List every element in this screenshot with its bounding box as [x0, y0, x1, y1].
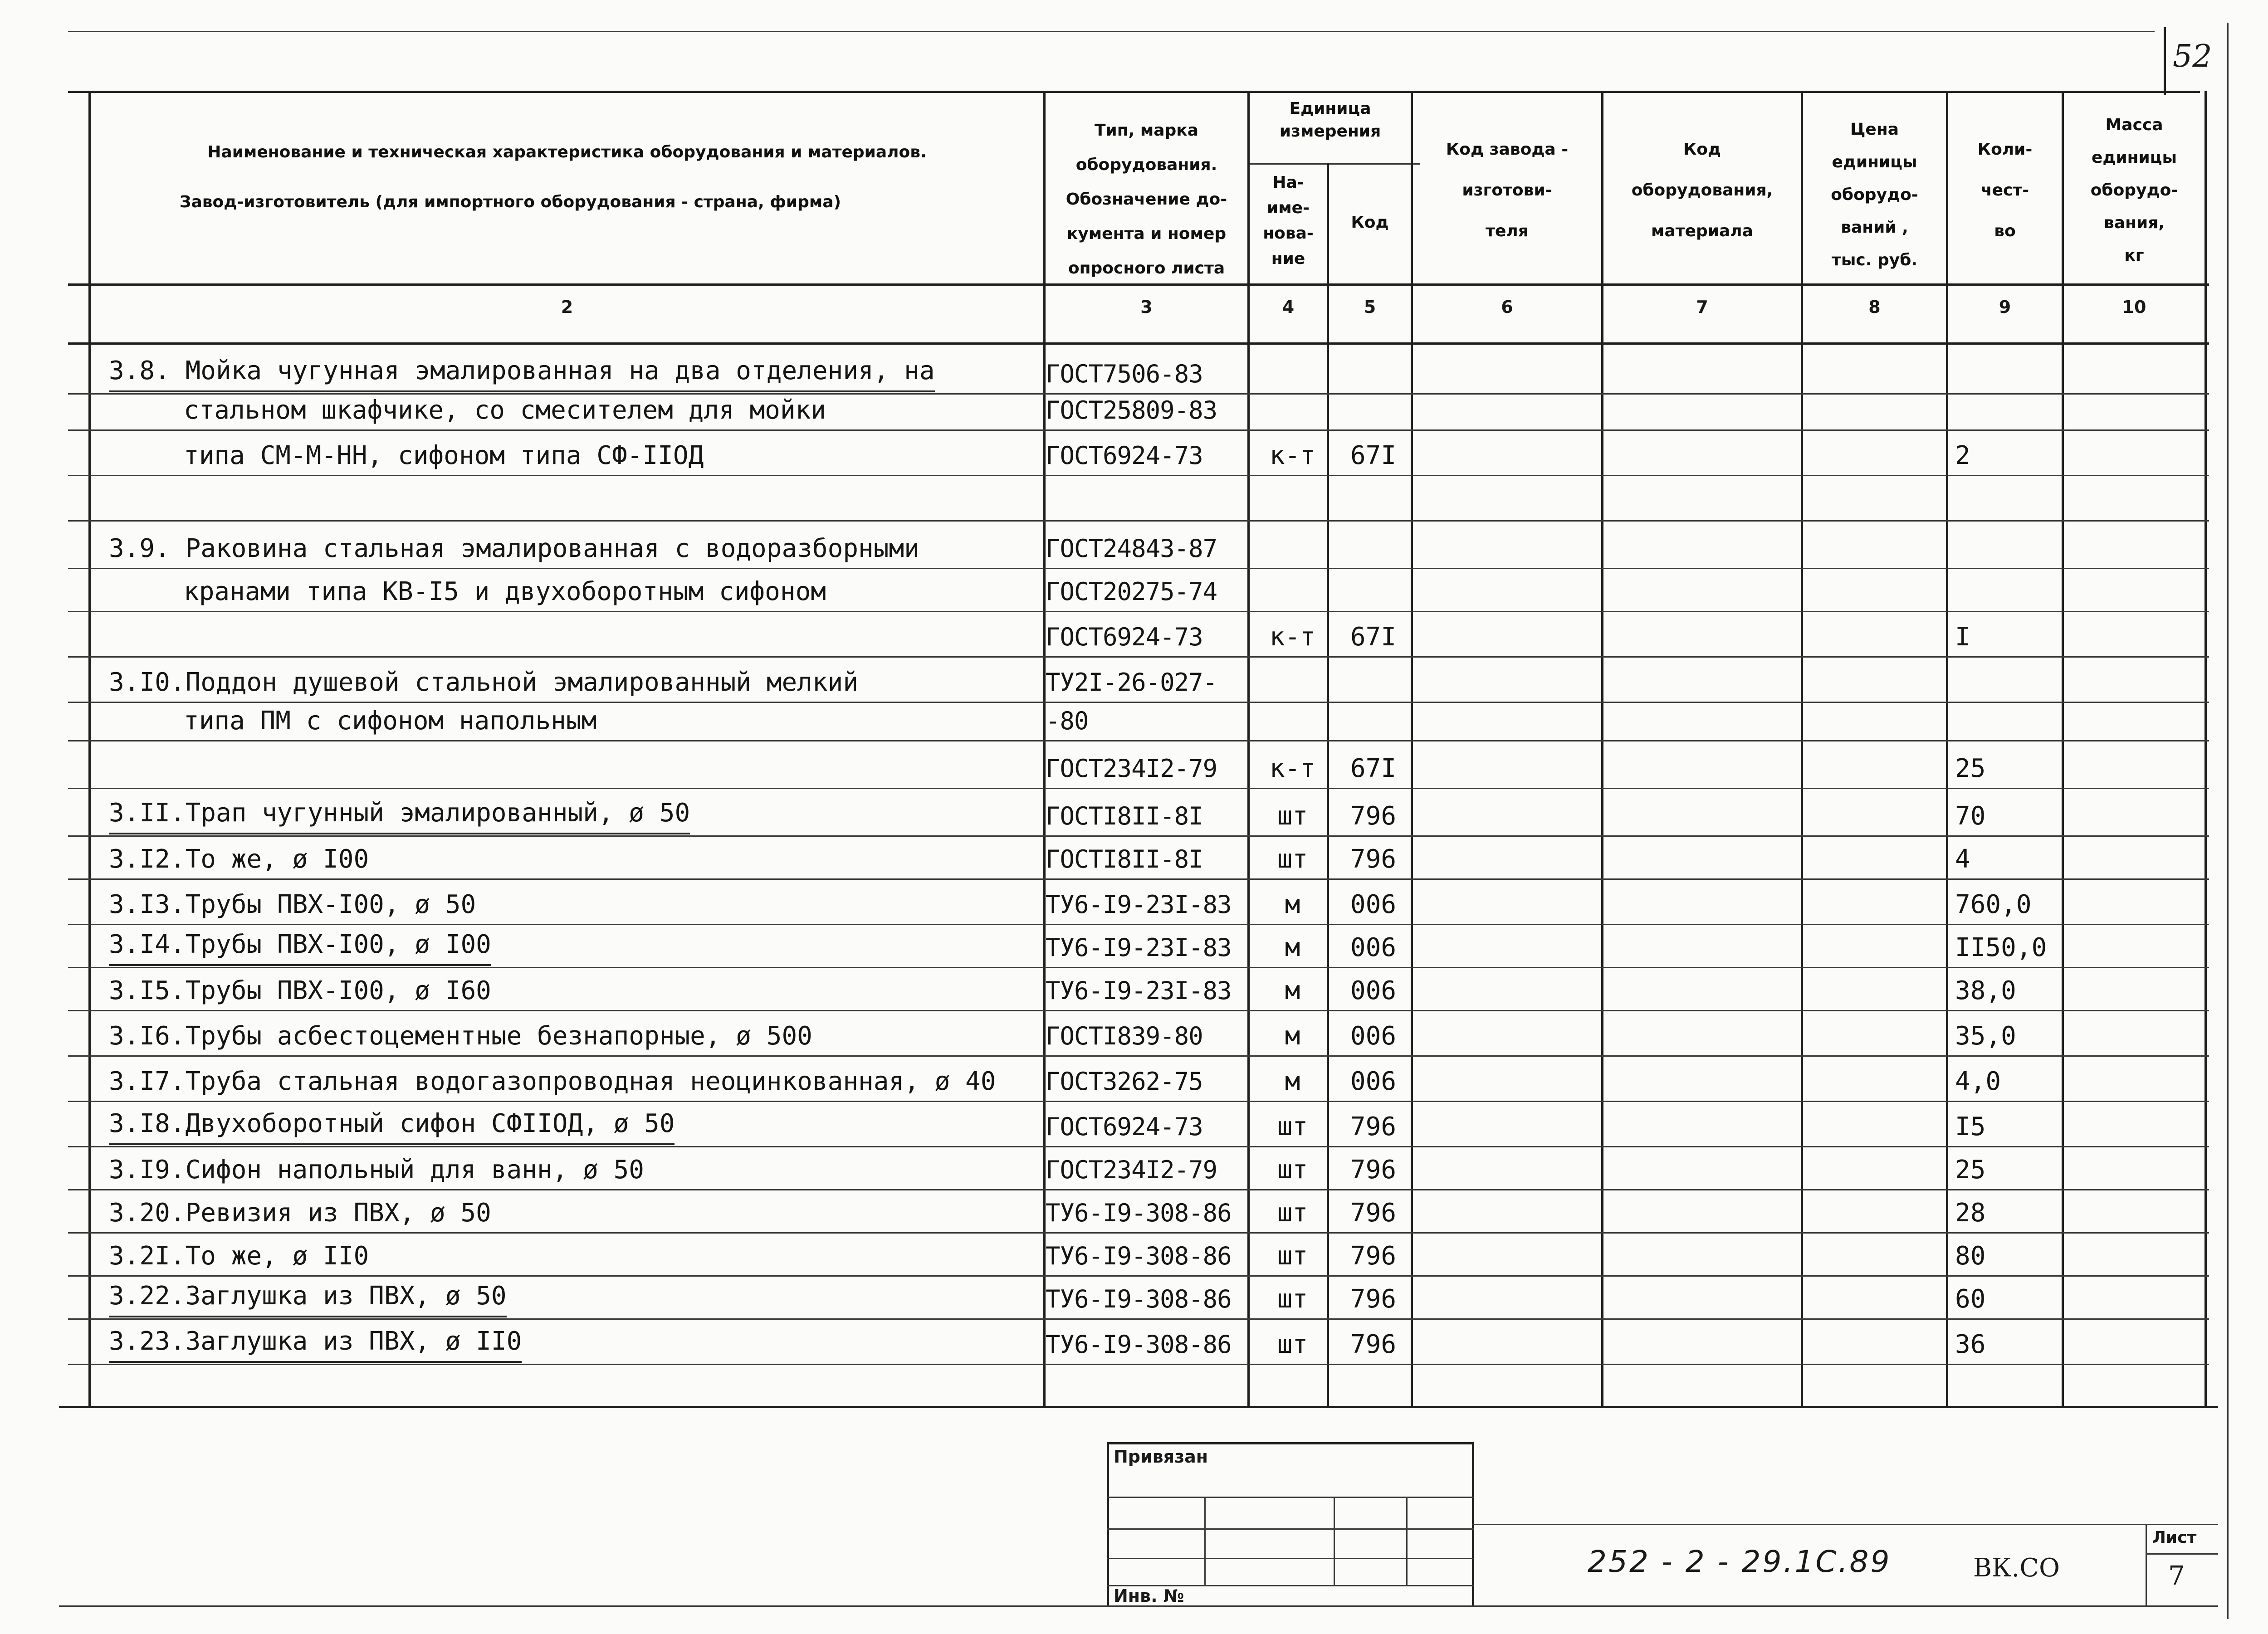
document-designation: ТУ6-I9-23I-83 — [1046, 976, 1232, 1005]
table-row — [0, 615, 2268, 660]
header-col3-line: опросного листа — [1068, 259, 1225, 278]
table-row — [0, 882, 2268, 927]
header-col6-line: изготови- — [1462, 181, 1552, 200]
row-separator — [68, 520, 2209, 522]
quantity: 36 — [1955, 1330, 1986, 1359]
quantity: 4 — [1955, 844, 1970, 874]
header-col6 — [1413, 129, 1601, 252]
table-row — [0, 1322, 2268, 1367]
item-name: типа СМ-М-НН, сифоном типа СФ-IIОД — [184, 441, 704, 470]
header-col8-line: единицы — [1832, 153, 1917, 171]
column-number: 4 — [1282, 297, 1295, 317]
unit-group-divider — [1247, 163, 1420, 165]
right-edge-rule — [2227, 23, 2229, 1619]
header-unit-group-line: Единица — [1289, 99, 1371, 118]
item-name: типа ПМ с сифоном напольным — [184, 706, 597, 736]
table-row — [0, 794, 2268, 839]
column-number: 2 — [561, 297, 573, 317]
row-separator — [68, 1318, 2209, 1320]
row-separator — [68, 611, 2209, 612]
row-separator — [68, 740, 2209, 741]
row-separator — [68, 1364, 2209, 1365]
row-separator — [68, 429, 2209, 431]
item-name: 3.I7.Труба стальная водогазопроводная неоцинкованная, ø 40 — [109, 1067, 996, 1096]
document-designation: ТУ6-I9-308-86 — [1046, 1242, 1232, 1270]
unit-name: к-т — [1269, 622, 1316, 652]
table-row — [0, 1234, 2268, 1279]
section-code: ВК.СО — [1973, 1553, 2060, 1583]
quantity: 35,0 — [1955, 1021, 2016, 1051]
stamp-top — [1107, 1442, 1474, 1444]
column-number: 9 — [1999, 297, 2011, 317]
document-designation: ГОСТ25809-83 — [1046, 396, 1217, 424]
unit-name: м — [1285, 976, 1300, 1005]
quantity: 38,0 — [1955, 976, 2016, 1005]
document-designation: ГОСТI839-80 — [1046, 1022, 1203, 1050]
header-col5: Код — [1351, 213, 1389, 232]
header-col10-line: единицы — [2091, 148, 2177, 167]
document-designation: ТУ6-I9-308-86 — [1046, 1285, 1232, 1313]
quantity: II50,0 — [1955, 933, 2047, 962]
stamp-col-line — [1406, 1497, 1408, 1585]
header-col10-line: кг — [2124, 246, 2144, 265]
header-col7 — [1603, 129, 1801, 252]
table-row — [0, 1014, 2268, 1059]
unit-code: 006 — [1350, 976, 1397, 1005]
sheet-box-left — [2146, 1524, 2147, 1605]
unit-name: м — [1285, 1067, 1300, 1096]
column-number: 5 — [1364, 297, 1376, 317]
document-designation: ГОСТI8II-8I — [1046, 845, 1203, 873]
header-col7-line: материала — [1651, 222, 1753, 240]
header-col3-line: Тип, марка — [1094, 121, 1199, 140]
header-col3 — [1046, 113, 1247, 286]
unit-code: 67I — [1350, 441, 1397, 470]
stamp-row-line — [1107, 1558, 1474, 1559]
item-name: 3.I4.Трубы ПВХ-I00, ø I00 — [109, 925, 491, 966]
table-bottom-border — [59, 1406, 2218, 1408]
header-col7-line: Код — [1683, 140, 1721, 159]
unit-name: шт — [1277, 801, 1308, 831]
stamp-row-line — [1107, 1497, 1474, 1498]
header-col4-line: име- — [1266, 199, 1310, 217]
unit-name: шт — [1277, 844, 1308, 874]
colnum-bottom-border — [68, 342, 2209, 345]
header-col8-line: оборудо- — [1831, 185, 1918, 204]
header-col8-line: ваний , — [1841, 218, 1908, 237]
unit-code: 006 — [1350, 1067, 1397, 1096]
sheet-box-divider — [2146, 1553, 2218, 1555]
table-row — [0, 569, 2268, 615]
header-col9-line: чест- — [1980, 181, 2029, 200]
stamp-row-line — [1107, 1528, 1474, 1530]
item-name: 3.23.Заглушка из ПВХ, ø II0 — [109, 1322, 522, 1363]
item-name: стальном шкафчике, со смесителем для мойки — [184, 395, 826, 425]
unit-name: к-т — [1269, 754, 1316, 783]
item-name: 3.I3.Трубы ПВХ-I00, ø 50 — [109, 890, 476, 919]
document-designation: ТУ6-I9-308-86 — [1046, 1330, 1232, 1359]
unit-name: шт — [1277, 1241, 1308, 1271]
unit-code: 006 — [1350, 1021, 1397, 1051]
unit-code: 796 — [1350, 1284, 1397, 1314]
table-row — [0, 1190, 2268, 1236]
unit-code: 67I — [1350, 622, 1397, 652]
main-stamp-top — [1472, 1524, 2218, 1525]
unit-name: м — [1285, 1021, 1300, 1051]
row-separator — [68, 788, 2209, 789]
header-unit-group — [1250, 98, 1411, 143]
sheet-label: Лист — [2152, 1528, 2197, 1547]
document-designation: ТУ6-I9-23I-83 — [1046, 933, 1232, 962]
document-designation: ТУ6-I9-23I-83 — [1046, 890, 1232, 919]
header-col3-line: кумента и номер — [1066, 224, 1227, 243]
item-name: 3.2I.То же, ø II0 — [109, 1241, 369, 1271]
page-number: 52 — [2173, 39, 2212, 74]
header-col3-line: оборудования. — [1075, 156, 1217, 174]
item-name: 3.22.Заглушка из ПВХ, ø 50 — [109, 1277, 507, 1317]
header-col6-line: теля — [1486, 222, 1529, 240]
header-unit-group-line: измерения — [1279, 122, 1381, 141]
table-row — [0, 837, 2268, 882]
header-col10 — [2064, 109, 2204, 272]
table-row — [0, 968, 2268, 1014]
item-name: 3.I0.Поддон душевой стальной эмалированный мелкий — [109, 668, 859, 697]
quantity: 80 — [1955, 1241, 1986, 1271]
row-separator — [68, 475, 2209, 476]
privyazan-label: Привязан — [1114, 1447, 1208, 1467]
header-col1-line1: Наименование и техническая характеристика оборудования и материалов. — [207, 143, 927, 161]
unit-name: м — [1285, 933, 1300, 962]
table-row — [0, 1059, 2268, 1104]
quantity: I — [1955, 622, 1970, 652]
unit-name: шт — [1277, 1330, 1308, 1359]
document-designation: ГОСТ24843-87 — [1046, 534, 1217, 563]
unit-code: 796 — [1350, 1241, 1397, 1271]
unit-name: шт — [1277, 1198, 1308, 1228]
unit-code: 796 — [1350, 1330, 1397, 1359]
header-col10-line: вания, — [2104, 214, 2165, 232]
header-col9 — [1948, 129, 2062, 252]
unit-code: 796 — [1350, 1112, 1397, 1141]
quantity: 28 — [1955, 1198, 1986, 1228]
top-rule — [68, 31, 2155, 32]
header-col6-line: Код завода - — [1446, 140, 1569, 159]
page-number-box-left — [2164, 27, 2166, 95]
unit-code: 67I — [1350, 754, 1397, 783]
document-designation: ГОСТ6924-73 — [1046, 623, 1203, 651]
document-designation: ГОСТI8II-8I — [1046, 802, 1203, 830]
header-col9-line: во — [1994, 222, 2016, 240]
row-separator — [68, 1010, 2209, 1011]
quantity: 60 — [1955, 1284, 1986, 1314]
inv-no-label: Инв. № — [1114, 1586, 1184, 1606]
column-number: 10 — [2122, 297, 2146, 317]
item-name: 3.8. Мойка чугунная эмалированная на два отделения, на — [109, 351, 935, 392]
document-designation: ТУ6-I9-308-86 — [1046, 1199, 1232, 1227]
table-row — [0, 1147, 2268, 1193]
item-name: 3.I9.Сифон напольный для ванн, ø 50 — [109, 1155, 645, 1185]
stamp-col-line — [1204, 1497, 1206, 1585]
table-row — [0, 698, 2268, 744]
item-name: 3.9. Раковина стальная эмалированная с водоразборными — [109, 534, 919, 563]
header-col8 — [1803, 113, 1946, 277]
document-designation: -80 — [1046, 707, 1089, 735]
unit-code: 006 — [1350, 933, 1397, 962]
table-row — [0, 478, 2268, 524]
stamp-col-line — [1334, 1497, 1335, 1585]
item-name: 3.20.Ревизия из ПВХ, ø 50 — [109, 1198, 491, 1228]
header-col10-line: Масса — [2105, 116, 2163, 134]
item-name: 3.I6.Трубы асбестоцементные безнапорные, ø 500 — [109, 1021, 812, 1051]
stamp-left — [1107, 1442, 1109, 1605]
document-designation: ГОСТ6924-73 — [1046, 441, 1203, 470]
item-name: 3.I8.Двухоборотный сифон СФIIОД, ø 50 — [109, 1104, 675, 1145]
document-designation: ГОСТ6924-73 — [1046, 1112, 1203, 1141]
unit-name: м — [1285, 890, 1300, 919]
document-code: 252 - 2 - 29.1С.89 — [1588, 1544, 1892, 1579]
document-designation: ГОСТ7506-83 — [1046, 360, 1203, 388]
table-row — [0, 433, 2268, 478]
unit-code: 796 — [1350, 844, 1397, 874]
item-name: 3.I2.То же, ø I00 — [109, 844, 369, 874]
document-designation: ГОСТ234I2-79 — [1046, 754, 1217, 783]
header-col3-line: Обозначение до- — [1066, 190, 1227, 209]
unit-code: 796 — [1350, 1198, 1397, 1228]
header-col8-line: Цена — [1850, 120, 1899, 139]
table-row — [0, 1104, 2268, 1150]
quantity: 4,0 — [1955, 1067, 2001, 1096]
table-row — [0, 388, 2268, 433]
column-number: 8 — [1868, 297, 1881, 317]
quantity: 70 — [1955, 801, 1986, 831]
table-top-border — [68, 91, 2200, 93]
unit-name: шт — [1277, 1112, 1308, 1141]
header-col4-line: ние — [1271, 249, 1305, 268]
unit-code: 796 — [1350, 801, 1397, 831]
header-col4-line: На- — [1272, 173, 1304, 192]
quantity: 760,0 — [1955, 890, 2032, 919]
header-col8-line: тыс. руб. — [1831, 251, 1918, 269]
header-col10-line: оборудо- — [2090, 181, 2178, 200]
header-col1-line2: Завод-изготовитель (для импортного оборудования - страна, фирма) — [179, 193, 841, 211]
table-row — [0, 1277, 2268, 1322]
column-number: 7 — [1696, 297, 1708, 317]
item-name: 3.II.Трап чугунный эмалированный, ø 50 — [109, 794, 690, 834]
sheet-number: 7 — [2168, 1560, 2185, 1591]
table-row — [0, 526, 2268, 571]
row-separator — [68, 656, 2209, 658]
item-name: кранами типа КВ-I5 и двухоборотным сифоном — [184, 577, 826, 606]
document-designation: ТУ2I-26-027- — [1046, 668, 1217, 697]
quantity: I5 — [1955, 1112, 1986, 1141]
header-col4-line: нова- — [1263, 224, 1314, 243]
column-number: 6 — [1501, 297, 1513, 317]
unit-name: шт — [1277, 1155, 1308, 1185]
unit-name: шт — [1277, 1284, 1308, 1314]
table-row — [0, 925, 2268, 971]
document-designation: ГОСТ20275-74 — [1046, 577, 1217, 606]
quantity: 2 — [1955, 441, 1970, 470]
quantity: 25 — [1955, 1155, 1986, 1185]
unit-code: 796 — [1350, 1155, 1397, 1185]
header-col7-line: оборудования, — [1631, 181, 1773, 200]
row-separator — [68, 878, 2209, 880]
column-number: 3 — [1140, 297, 1153, 317]
document-designation: ГОСТ234I2-79 — [1046, 1156, 1217, 1184]
item-name: 3.I5.Трубы ПВХ-I00, ø I60 — [109, 976, 491, 1005]
header-col4 — [1250, 170, 1327, 272]
quantity: 25 — [1955, 754, 1986, 783]
row-separator — [68, 1101, 2209, 1102]
table-row — [0, 746, 2268, 791]
document-designation: ГОСТ3262-75 — [1046, 1067, 1203, 1096]
unit-code: 006 — [1350, 890, 1397, 919]
row-separator — [68, 1055, 2209, 1057]
header-col9-line: Коли- — [1977, 140, 2033, 159]
unit-name: к-т — [1269, 441, 1316, 470]
